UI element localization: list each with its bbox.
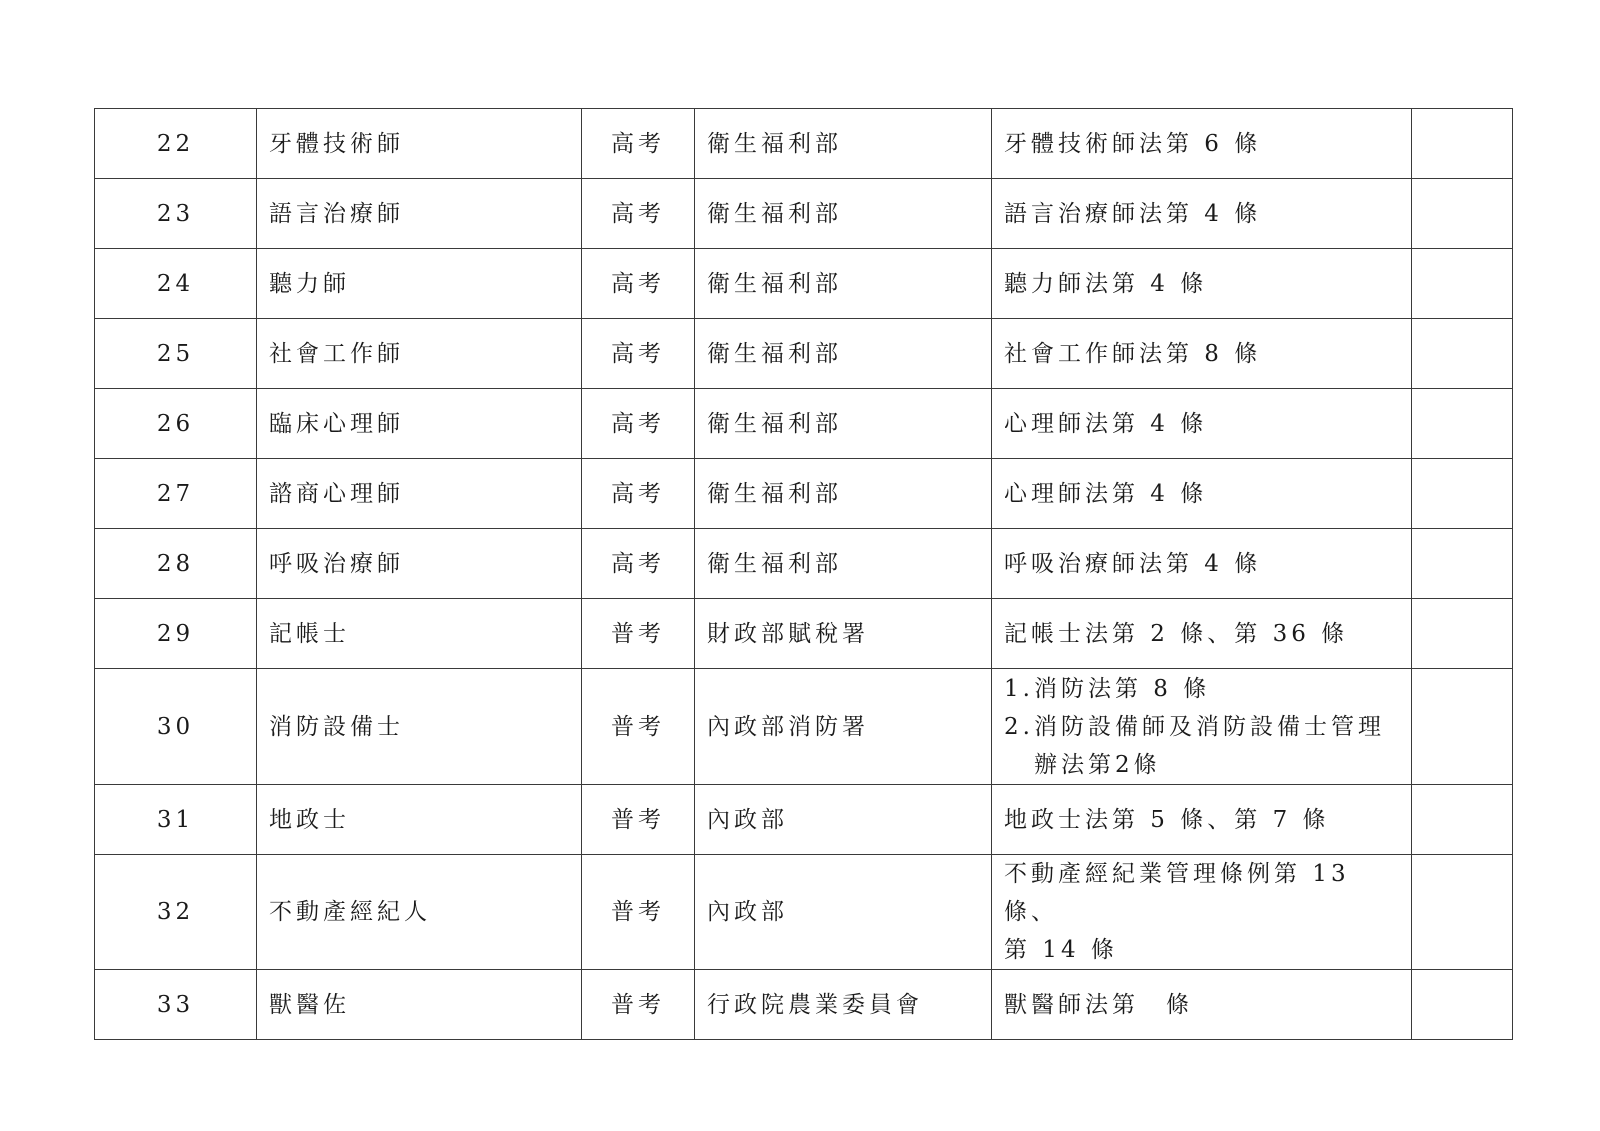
competent-agency: 行政院農業委員會 [695, 970, 992, 1040]
legal-basis [992, 249, 1412, 319]
competent-agency: 衛生福利部 [695, 249, 992, 319]
exam-level: 普考 [582, 785, 695, 855]
table-row [95, 319, 1513, 389]
remarks-cell [1412, 389, 1513, 459]
table-row [95, 785, 1513, 855]
license-title: 社會工作師 [257, 319, 582, 389]
license-title: 語言治療師 [257, 179, 582, 249]
competent-agency: 衛生福利部 [695, 459, 992, 529]
exam-level: 普考 [582, 855, 695, 970]
license-title: 獸醫佐 [257, 970, 582, 1040]
license-table [94, 108, 1513, 1040]
remarks-cell [1412, 529, 1513, 599]
exam-level: 普考 [582, 599, 695, 669]
legal-basis-line: 地政士法第 5 條、第 7 條 [1004, 806, 1330, 833]
table-row [95, 529, 1513, 599]
competent-agency: 衛生福利部 [695, 179, 992, 249]
competent-agency: 衛生福利部 [695, 319, 992, 389]
legal-basis-line: 不動產經紀業管理條例第 13 條、 [1004, 861, 1350, 925]
table-row [95, 459, 1513, 529]
remarks-cell [1412, 785, 1513, 855]
table-row [95, 109, 1513, 179]
legal-basis [992, 529, 1412, 599]
row-number: 28 [95, 529, 257, 599]
legal-basis-line: 牙體技術師法第 6 條 [1004, 130, 1262, 157]
table-row [95, 249, 1513, 319]
license-title: 消防設備士 [257, 669, 582, 785]
competent-agency: 內政部 [695, 785, 992, 855]
legal-basis-line: 心理師法第 4 條 [1004, 410, 1208, 437]
license-title: 不動產經紀人 [257, 855, 582, 970]
license-title: 地政士 [257, 785, 582, 855]
license-title: 聽力師 [257, 249, 582, 319]
row-number: 27 [95, 459, 257, 529]
table-row [95, 599, 1513, 669]
table-row [95, 389, 1513, 459]
legal-basis-line: 聽力師法第 4 條 [1004, 270, 1208, 297]
license-title: 呼吸治療師 [257, 529, 582, 599]
legal-basis-line: 呼吸治療師法第 4 條 [1004, 550, 1262, 577]
exam-level: 高考 [582, 179, 695, 249]
competent-agency: 衛生福利部 [695, 109, 992, 179]
row-number: 32 [95, 855, 257, 970]
legal-basis [992, 785, 1412, 855]
table-row [95, 179, 1513, 249]
remarks-cell [1412, 855, 1513, 970]
exam-level: 高考 [582, 529, 695, 599]
remarks-cell [1412, 179, 1513, 249]
legal-basis-line: 2.消防設備師及消防設備士管理 [1004, 713, 1385, 740]
exam-level: 高考 [582, 249, 695, 319]
competent-agency: 財政部賦稅署 [695, 599, 992, 669]
exam-level: 高考 [582, 109, 695, 179]
remarks-cell [1412, 599, 1513, 669]
remarks-cell [1412, 459, 1513, 529]
row-number: 30 [95, 669, 257, 785]
legal-basis-line: 第 14 條 [1004, 937, 1118, 963]
exam-level: 普考 [582, 970, 695, 1040]
legal-basis-line: 獸醫師法第 條 [1004, 991, 1193, 1018]
row-number: 24 [95, 249, 257, 319]
legal-basis-line: 記帳士法第 2 條、第 36 條 [1004, 620, 1349, 647]
legal-basis [992, 669, 1412, 785]
exam-level: 高考 [582, 389, 695, 459]
row-number: 22 [95, 109, 257, 179]
legal-basis [992, 389, 1412, 459]
competent-agency: 衛生福利部 [695, 389, 992, 459]
competent-agency: 內政部 [695, 855, 992, 970]
row-number: 33 [95, 970, 257, 1040]
row-number: 26 [95, 389, 257, 459]
remarks-cell [1412, 109, 1513, 179]
legal-basis [992, 459, 1412, 529]
legal-basis [992, 319, 1412, 389]
legal-basis [992, 970, 1412, 1040]
row-number: 23 [95, 179, 257, 249]
license-title: 記帳士 [257, 599, 582, 669]
row-number: 29 [95, 599, 257, 669]
remarks-cell [1412, 249, 1513, 319]
row-number: 31 [95, 785, 257, 855]
legal-basis [992, 109, 1412, 179]
license-title: 臨床心理師 [257, 389, 582, 459]
exam-level: 高考 [582, 319, 695, 389]
legal-basis [992, 179, 1412, 249]
legal-basis-line: 語言治療師法第 4 條 [1004, 200, 1262, 227]
competent-agency: 衛生福利部 [695, 529, 992, 599]
legal-basis [992, 855, 1412, 970]
remarks-cell [1412, 669, 1513, 785]
legal-basis-line: 辦法第2條 [1034, 751, 1161, 778]
remarks-cell [1412, 970, 1513, 1040]
legal-basis-line: 1.消防法第 8 條 [1004, 675, 1211, 702]
license-title: 牙體技術師 [257, 109, 582, 179]
row-number: 25 [95, 319, 257, 389]
table-row [95, 855, 1513, 970]
exam-level: 高考 [582, 459, 695, 529]
license-title: 諮商心理師 [257, 459, 582, 529]
legal-basis-line: 社會工作師法第 8 條 [1004, 340, 1262, 367]
legal-basis-line: 心理師法第 4 條 [1004, 480, 1208, 507]
exam-level: 普考 [582, 669, 695, 785]
legal-basis [992, 599, 1412, 669]
table-row [95, 970, 1513, 1040]
remarks-cell [1412, 319, 1513, 389]
table-row [95, 669, 1513, 785]
competent-agency: 內政部消防署 [695, 669, 992, 785]
